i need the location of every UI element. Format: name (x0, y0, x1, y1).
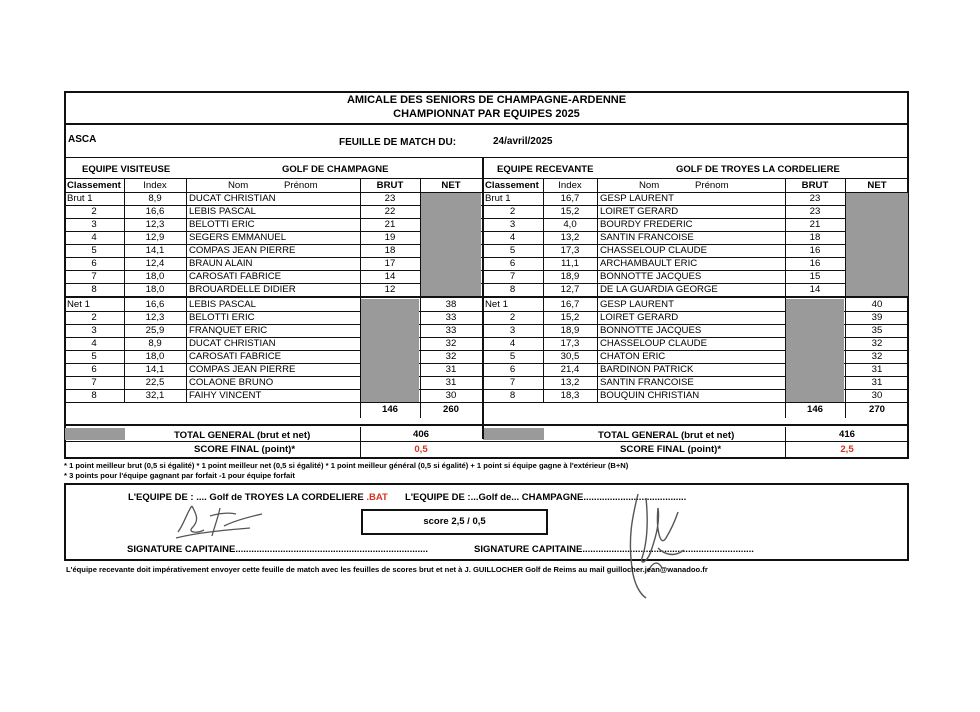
right-net-index: 16,7 (560, 299, 580, 310)
right-net-player: BOUQUIN CHRISTIAN (600, 390, 700, 401)
left-net-player: CAROSATI FABRICE (189, 351, 282, 362)
right-net-index: 17,3 (560, 338, 580, 349)
right-net-score: 40 (871, 299, 883, 310)
right-brut-index: 11,1 (561, 258, 579, 269)
bat-mark: .BAT (366, 492, 388, 503)
left-brut-index: 12,4 (145, 258, 165, 269)
left-net-rank: 5 (91, 351, 97, 362)
left-brut-player: LEBIS PASCAL (189, 206, 257, 217)
right-brut-score: 14 (809, 284, 821, 295)
note-line-1: * 1 point meilleur brut (0,5 si égalité) * 1 point meilleur net (0,5 si égalité) * 1 point meilleur général (0,5 si égalité) + 1 point si équipe gagne à l'extérieur (B+N) (64, 461, 629, 470)
right-brut-rank: 4 (509, 232, 516, 243)
right-net-rank: 3 (509, 325, 516, 336)
left-col-brut: BRUT (376, 180, 404, 191)
right-net-score: 32 (871, 351, 883, 362)
left-net-score: 33 (445, 312, 457, 323)
left-brut-player: CAROSATI FABRICE (189, 271, 282, 282)
visitor-name: GOLF DE CHAMPAGNE (282, 164, 389, 175)
right-brut-score: 16 (809, 258, 821, 269)
right-total-general: 416 (838, 429, 855, 440)
right-net-player: LOIRET GERARD (600, 312, 679, 323)
visitor-label: EQUIPE VISITEUSE (82, 164, 171, 175)
title-line-1: AMICALE DES SENIORS DE CHAMPAGNE-ARDENNE (346, 94, 627, 106)
left-net-index: 12,3 (145, 312, 165, 323)
left-score-final: 0,5 (414, 444, 428, 455)
right-net-rank: 4 (509, 338, 516, 349)
equipe-left-text: L'EQUIPE DE : .... Golf de TROYES LA CORDELIERE (128, 492, 367, 503)
left-total-brut: 146 (381, 404, 398, 415)
right-brut-index: 12,7 (560, 284, 580, 295)
left-brut-score: 23 (384, 193, 396, 204)
left-net-score: 31 (445, 364, 457, 375)
left-total-net: 260 (442, 404, 459, 415)
left-brut-rank: 5 (91, 245, 97, 256)
left-brut-net-shade (421, 193, 481, 296)
right-net-score: 31 (871, 364, 883, 375)
left-brut-index: 12,3 (145, 219, 165, 230)
left-brut-score: 12 (384, 284, 396, 295)
left-brut-player: DUCAT CHRISTIAN (189, 193, 276, 204)
left-net-index: 8,9 (148, 338, 162, 349)
left-brut-player: SEGERS EMMANUEL (189, 232, 287, 243)
right-brut-score: 15 (809, 271, 821, 282)
right-net-player: CHASSELOUP CLAUDE (600, 338, 707, 349)
left-net-index: 25,9 (145, 325, 165, 336)
right-brut-rank: 6 (509, 258, 516, 269)
right-brut-net-shade (846, 193, 908, 296)
right-brut-index: 16,7 (560, 193, 580, 204)
right-net-player: GESP LAURENT (600, 299, 674, 310)
right-net-player: BARDINON PATRICK (600, 364, 694, 375)
left-brut-player: BRAUN ALAIN (189, 258, 253, 269)
left-brut-index: 14,1 (145, 245, 165, 256)
left-score-final-label: SCORE FINAL (point)* (194, 444, 296, 455)
right-brut-score: 16 (809, 245, 821, 256)
right-brut-score: 21 (809, 219, 821, 230)
right-brut-player: DE LA GUARDIA GEORGE (600, 284, 718, 295)
left-net-score: 32 (445, 351, 457, 362)
right-net-score: 32 (871, 338, 883, 349)
right-score-final: 2,5 (840, 444, 854, 455)
right-total-general-label: TOTAL GENERAL (brut et net) (598, 430, 735, 441)
signature-scribble-right (618, 488, 698, 603)
left-net-player: LEBIS PASCAL (189, 299, 257, 310)
left-net-rank: 2 (91, 312, 97, 323)
left-net-rank: 4 (91, 338, 97, 349)
right-brut-player: BONNOTTE JACQUES (600, 271, 702, 282)
right-brut-rank: 7 (509, 271, 516, 282)
left-brut-rank: 4 (91, 232, 97, 243)
left-net-index: 32,1 (145, 390, 165, 401)
left-brut-player: BELOTTI ERIC (189, 219, 255, 230)
right-brut-rank: Brut 1 (485, 193, 511, 204)
left-net-index: 22,5 (145, 377, 165, 388)
left-net-index: 16,6 (145, 299, 165, 310)
right-net-index: 18,9 (560, 325, 580, 336)
left-net-score: 33 (445, 325, 457, 336)
right-net-player: BONNOTTE JACQUES (600, 325, 702, 336)
left-col-index: Index (143, 180, 167, 191)
left-brut-player: BROUARDELLE DIDIER (189, 284, 296, 295)
left-total-shade (65, 428, 125, 440)
right-brut-rank: 3 (509, 219, 516, 230)
right-net-score: 30 (871, 390, 883, 401)
left-net-brut-shade (361, 299, 419, 402)
right-brut-score: 23 (809, 193, 821, 204)
left-total-general: 406 (412, 429, 429, 440)
right-brut-player: ARCHAMBAULT ERIC (600, 258, 698, 269)
left-net-rank: 8 (91, 390, 97, 401)
sheet-label: FEUILLE DE MATCH DU: (339, 137, 457, 148)
equipe-right: L'EQUIPE DE :...Golf de... CHAMPAGNE....................................... (405, 492, 687, 503)
left-net-player: DUCAT CHRISTIAN (189, 338, 276, 349)
right-total-brut: 146 (806, 404, 823, 415)
left-net-rank: 6 (91, 364, 97, 375)
right-net-rank: 7 (509, 377, 516, 388)
right-net-index: 21,4 (560, 364, 580, 375)
left-net-player: COLAONE BRUNO (189, 377, 274, 388)
left-brut-index: 16,6 (145, 206, 165, 217)
right-net-rank: 2 (509, 312, 516, 323)
left-net-rank: 3 (91, 325, 97, 336)
right-score-final-label: SCORE FINAL (point)* (620, 444, 722, 455)
left-net-index: 14,1 (145, 364, 165, 375)
right-net-score: 39 (871, 312, 883, 323)
left-brut-score: 17 (384, 258, 396, 269)
right-brut-index: 17,3 (560, 245, 580, 256)
left-brut-index: 8,9 (148, 193, 162, 204)
right-net-score: 35 (871, 325, 883, 336)
left-brut-player: COMPAS JEAN PIERRE (189, 245, 296, 256)
left-net-score: 38 (445, 299, 457, 310)
right-brut-index: 15,2 (560, 206, 580, 217)
left-brut-score: 21 (384, 219, 396, 230)
left-net-score: 31 (445, 377, 457, 388)
left-net-player: FRANQUET ERIC (189, 325, 268, 336)
left-brut-index: 18,0 (145, 284, 165, 295)
left-net-rank: 7 (91, 377, 97, 388)
right-net-rank: 5 (509, 351, 516, 362)
right-brut-player: GESP LAURENT (600, 193, 674, 204)
right-net-player: SANTIN FRANCOISE (600, 377, 694, 388)
home-name: GOLF DE TROYES LA CORDELIERE (676, 164, 840, 175)
left-col-classement: Classement (67, 180, 121, 191)
note-line-2: * 3 points pour l'équipe gagnant par forfait -1 pour équipe forfait (64, 471, 295, 480)
right-net-index: 13,2 (560, 377, 580, 388)
left-net-player: BELOTTI ERIC (189, 312, 255, 323)
left-brut-index: 12,9 (145, 232, 165, 243)
left-brut-rank: 2 (91, 206, 97, 217)
left-brut-score: 18 (384, 245, 396, 256)
left-net-player: COMPAS JEAN PIERRE (189, 364, 296, 375)
right-brut-player: SANTIN FRANCOISE (600, 232, 694, 243)
right-brut-rank: 8 (509, 284, 516, 295)
right-net-index: 18,3 (560, 390, 580, 401)
right-brut-score: 23 (809, 206, 821, 217)
right-brut-player: CHASSELOUP CLAUDE (600, 245, 707, 256)
signature-left: SIGNATURE CAPITAINE......................................................................... (127, 544, 429, 555)
right-total-shade (483, 428, 544, 440)
left-brut-rank: 7 (91, 271, 97, 282)
right-col-brut: BRUT (801, 180, 829, 191)
right-net-rank: Net 1 (485, 299, 508, 310)
left-net-score: 32 (445, 338, 457, 349)
signature-right: SIGNATURE CAPITAINE................................................................. (474, 544, 754, 555)
sheet-date: 24/avril/2025 (493, 136, 553, 147)
right-brut-index: 18,9 (560, 271, 580, 282)
left-net-player: FAIHY VINCENT (189, 390, 262, 401)
right-net-player: CHATON ERIC (600, 351, 666, 362)
org-label: ASCA (68, 134, 97, 145)
left-col-net: NET (441, 180, 461, 191)
left-net-rank: Net 1 (67, 299, 90, 310)
right-net-index: 15,2 (560, 312, 580, 323)
left-total-general-label: TOTAL GENERAL (brut et net) (174, 430, 311, 441)
right-brut-index: 13,2 (560, 232, 580, 243)
right-brut-player: LOIRET GERARD (600, 206, 679, 217)
right-brut-player: BOURDY FREDERIC (600, 219, 693, 230)
title-line-2: CHAMPIONNAT PAR EQUIPES 2025 (393, 108, 580, 120)
left-brut-score: 14 (384, 271, 396, 282)
signature-scribble-left (170, 500, 270, 542)
left-brut-rank: 3 (91, 219, 97, 230)
left-net-index: 18,0 (145, 351, 165, 362)
right-net-rank: 8 (509, 390, 516, 401)
right-net-brut-shade (786, 299, 844, 402)
right-brut-score: 18 (809, 232, 821, 243)
left-brut-rank: 6 (91, 258, 97, 269)
right-col-prenom: Prénom (695, 180, 729, 191)
left-brut-rank: Brut 1 (67, 193, 93, 204)
left-brut-score: 19 (384, 232, 396, 243)
right-net-rank: 6 (509, 364, 516, 375)
left-col-prenom: Prénom (284, 180, 318, 191)
left-brut-index: 18,0 (145, 271, 165, 282)
right-brut-rank: 5 (509, 245, 516, 256)
right-col-index: Index (558, 180, 582, 191)
footer-instructions: L'équipe recevante doit impérativement envoyer cette feuille de match avec les feuilles de scores brut et net à J. GUILLOCHER Golf de Reims au mail guillocher.jean@wanadoo.fr (66, 565, 708, 574)
left-brut-score: 22 (384, 206, 396, 217)
left-brut-rank: 8 (91, 284, 97, 295)
right-col-nom: Nom (639, 180, 660, 191)
right-net-score: 31 (871, 377, 883, 388)
right-col-net: NET (867, 180, 887, 191)
score-summary: score 2,5 / 0,5 (423, 516, 486, 527)
right-brut-rank: 2 (509, 206, 516, 217)
left-col-nom: Nom (228, 180, 249, 191)
right-net-index: 30,5 (560, 351, 580, 362)
right-col-classement: Classement (485, 180, 539, 191)
left-net-score: 30 (445, 390, 457, 401)
home-label: EQUIPE RECEVANTE (497, 164, 594, 175)
right-brut-index: 4,0 (563, 219, 577, 230)
right-total-net: 270 (868, 404, 885, 415)
